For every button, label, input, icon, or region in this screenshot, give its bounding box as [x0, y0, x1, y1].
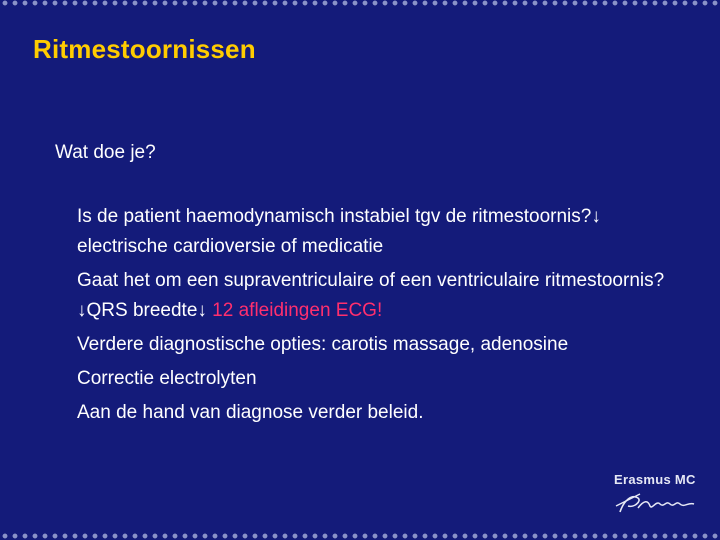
top-dotted-border — [0, 0, 720, 6]
bottom-dotted-border — [0, 533, 720, 539]
arrow-down-icon: ↓ — [77, 300, 87, 321]
bullet-text: QRS breedte — [86, 300, 198, 321]
bullet-text: electrische cardioversie of medicatie — [77, 236, 384, 257]
bullet-item — [77, 364, 677, 394]
bullet-text: Is de patient haemodynamisch instabiel tgv de ritmestoornis? — [77, 206, 592, 227]
bullet-item — [77, 266, 677, 326]
logo-graphic — [612, 470, 702, 520]
bullet-item — [77, 330, 677, 360]
signature-stroke — [638, 502, 694, 508]
bullet-text: Correctie electrolyten — [77, 368, 257, 389]
bullet-item — [77, 398, 677, 428]
logo-brand-text: Erasmus MC — [614, 472, 696, 487]
bullet-text: Gaat het om een supraventriculaire of een ventriculaire ritmestoornis? — [77, 270, 665, 291]
bullet-text: Verdere diagnostische opties: carotis massage, adenosine — [77, 334, 569, 355]
bullet-list — [77, 202, 677, 432]
arrow-down-icon: ↓ — [591, 206, 601, 227]
erasmus-mc-logo — [612, 470, 702, 520]
slide-title: Ritmestoornissen — [33, 34, 256, 64]
slide-subheading: Wat doe je? — [55, 142, 156, 163]
bullet-text: Aan de hand van diagnose verder beleid. — [77, 402, 424, 423]
arrow-down-icon: ↓ — [197, 300, 207, 321]
bullet-item — [77, 202, 677, 262]
highlight-text: 12 afleidingen ECG! — [206, 300, 383, 321]
